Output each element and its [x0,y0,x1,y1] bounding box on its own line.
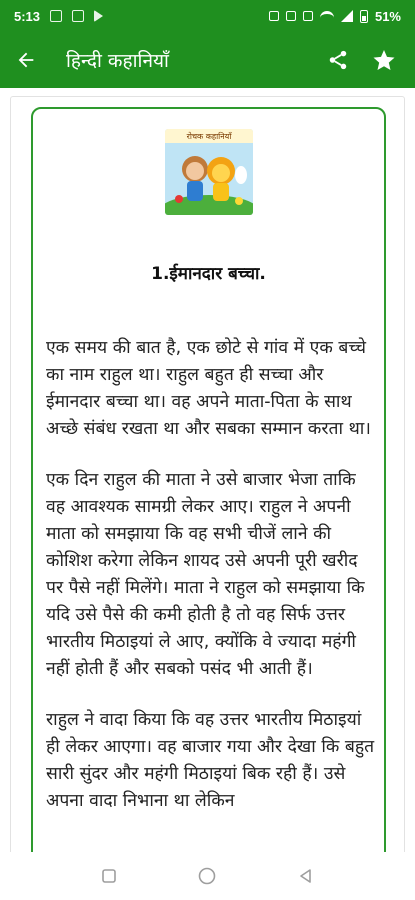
app-title: हिन्दी कहानियाँ [66,50,169,72]
nav-back-triangle-icon [298,868,314,884]
share-button[interactable] [315,32,361,88]
bluetooth-icon [286,11,296,21]
recents-square-icon [101,868,117,884]
share-icon [327,49,349,71]
home-circle-icon [197,866,217,886]
story-paragraph: एक दिन राहुल की माता ने उसे बाजार भेजा ताकि वह आवश्यक सामग्री लेकर आए। राहुल ने अपनी माता को समझाया कि वह सभी चीजें लाने की कोशिश करेगा लेकिन शायद उसे अपनी पूरी खरीद पर पैसे नहीं मिलेंगे। माता ने राहुल को समझाया कि यदि उसे पैसे की कमी होती है तो वह सिर्फ उत्तर भारतीय मिठाइयां ले आए, क्योंकि वे ज्यादा महंगी नहीं होती हैं और सबको पसंद भी आती हैं। [46,470,365,679]
story-card[interactable] [31,107,386,877]
location-icon [303,11,313,21]
system-nav-bar [0,852,415,900]
cover-caption: रोचक कहानियाँ [186,132,232,141]
play-store-notification-icon [94,10,103,22]
app-notification-icon [72,10,84,22]
story-body [46,335,376,839]
wifi-icon [320,11,334,21]
signal-icon [341,10,353,22]
nfc-icon [269,11,279,21]
battery-icon [360,10,368,23]
status-time: 5:13 [14,8,41,24]
favorite-button[interactable] [361,32,407,88]
arrow-back-icon [15,49,37,71]
nav-back-button[interactable] [286,856,326,896]
back-button[interactable] [0,32,52,88]
status-right [269,9,401,24]
story-paragraph: एक समय की बात है, एक छोटे से गांव में एक बच्चे का नाम राहुल था। राहुल बहुत ही सच्चा और ईमानदार बच्चा था। वह अपने माता-पिता के साथ अच्छे संबंध रखता था और सबका सम्मान करता था। [46,338,371,439]
gallery-notification-icon [50,10,62,22]
home-button[interactable] [187,856,227,896]
status-left [14,9,103,24]
app-bar [0,32,415,88]
recents-button[interactable] [89,856,129,896]
battery-percent: 51% [374,8,401,24]
status-bar [0,0,415,32]
story-cover-image [165,129,253,215]
story-heading: 1.ईमानदार बच्चा. [151,264,266,284]
star-icon [372,48,396,72]
story-paragraph: राहुल ने वादा किया कि वह उत्तर भारतीय मिठाइयां ही लेकर आएगा। वह बाजार गया और देखा कि बहुत सारी सुंदर और महंगी मिठाइयां बिक रही हैं। उसे अपना वादा निभाना था लेकिन [46,710,375,811]
